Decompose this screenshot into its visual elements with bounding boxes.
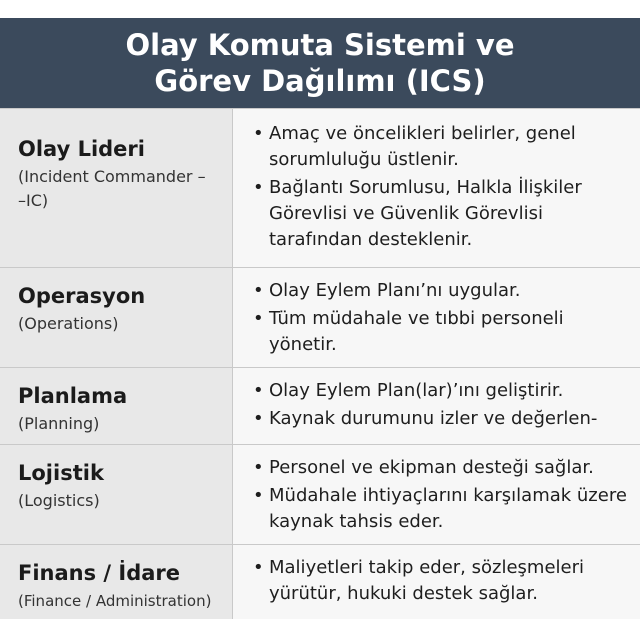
bullet-icon: •: [253, 485, 264, 506]
bullet-list: [253, 278, 632, 358]
role-subtitle: (Logistics): [18, 491, 100, 510]
bullet-text: Bağlantı Sorumlusu, Halkla İlişkiler Görevlisi ve Güvenlik Görevlisi tarafından desteklenir.: [269, 177, 582, 250]
bullet-item: [253, 121, 632, 173]
bullet-text: Olay Eylem Planı’nı uygular.: [269, 280, 521, 301]
bullet-icon: •: [253, 280, 264, 301]
title-line-2: Görev Dağılımı (ICS): [154, 64, 486, 98]
role-cell: [0, 545, 233, 619]
bullet-item: [253, 278, 632, 304]
role-cell: [0, 109, 233, 267]
table-row: [0, 368, 640, 445]
role-title: Planlama: [18, 384, 128, 408]
bullet-icon: •: [253, 408, 264, 429]
table-row: [0, 545, 640, 619]
bullet-item: [253, 378, 632, 404]
roles-table: [0, 108, 640, 619]
table-row: [0, 109, 640, 268]
bullet-list: [253, 455, 632, 535]
responsibilities-cell: [233, 545, 640, 619]
table-row: [0, 445, 640, 545]
responsibilities-cell: [233, 368, 640, 444]
role-cell: [0, 368, 233, 444]
bullet-text: Olay Eylem Plan(lar)’ını geliştirir.: [269, 380, 564, 401]
role-subtitle: (Finance / Administration): [18, 592, 212, 610]
bullet-list: [253, 378, 632, 432]
role-cell: [0, 268, 233, 367]
table-row: [0, 268, 640, 368]
bullet-icon: •: [253, 457, 264, 478]
role-subtitle: (Incident Commander – –IC): [18, 167, 206, 210]
bullet-icon: •: [253, 123, 264, 144]
title-line-1: Olay Komuta Sistemi ve: [125, 28, 515, 62]
bullet-text: Personel ve ekipman desteği sağlar.: [269, 457, 594, 478]
bullet-item: [253, 455, 632, 481]
bullet-text: Kaynak durumunu izler ve değerlen-: [269, 408, 598, 429]
bullet-item: [253, 175, 632, 253]
bullet-item: [253, 555, 632, 607]
responsibilities-cell: [233, 109, 640, 267]
role-title: Finans / İdare: [18, 561, 181, 585]
role-cell: [0, 445, 233, 544]
role-title: Operasyon: [18, 284, 146, 308]
responsibilities-cell: [233, 268, 640, 367]
bullet-icon: •: [253, 177, 264, 198]
bullet-item: [253, 483, 632, 535]
role-subtitle: (Planning): [18, 414, 100, 433]
bullet-text: Müdahale ihtiyaçlarını karşılamak üzere kaynak tahsis eder.: [269, 485, 627, 532]
bullet-text: Amaç ve öncelikleri belirler, genel sorumluluğu üstlenir.: [269, 123, 576, 170]
bullet-icon: •: [253, 380, 264, 401]
role-title: Olay Lideri: [18, 137, 145, 161]
bullet-list: [253, 121, 632, 253]
bullet-item: [253, 406, 632, 432]
bullet-text: Maliyetleri takip eder, sözleşmeleri yürütür, hukuki destek sağlar.: [269, 557, 584, 604]
bullet-item: [253, 306, 632, 358]
bullet-list: [253, 555, 632, 607]
bullet-icon: •: [253, 557, 264, 578]
title-banner: [0, 18, 640, 108]
role-subtitle: (Operations): [18, 314, 119, 333]
bullet-text: Tüm müdahale ve tıbbi personeli yönetir.: [269, 308, 564, 355]
responsibilities-cell: [233, 445, 640, 544]
bullet-icon: •: [253, 308, 264, 329]
role-title: Lojistik: [18, 461, 104, 485]
